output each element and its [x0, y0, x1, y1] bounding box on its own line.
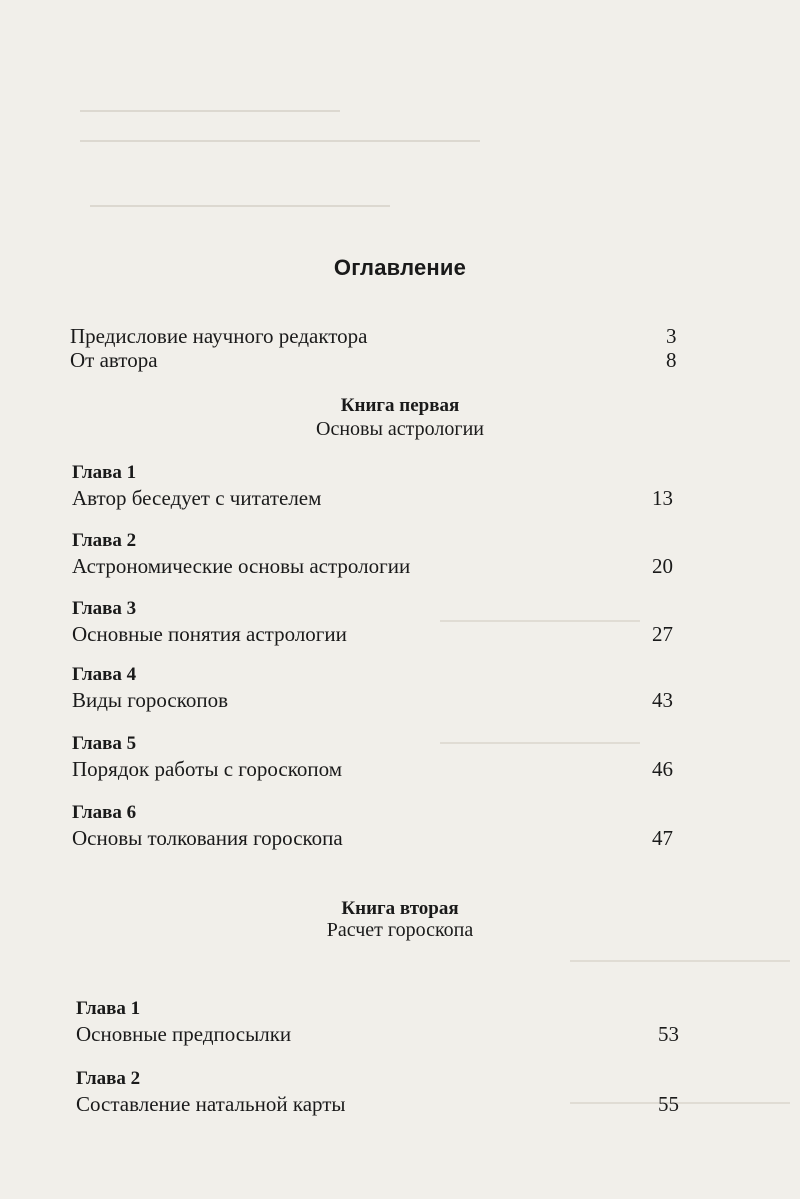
chapter-title: Составление натальной карты: [76, 1092, 346, 1116]
chapter-entry: [72, 664, 682, 716]
book-subtitle: Основы астрологии: [316, 418, 484, 440]
entry-title: Предисловие научного редактора: [70, 324, 368, 348]
chapter-entry: [72, 802, 682, 854]
chapter-label: Глава 4: [72, 664, 137, 685]
chapter-title: Основные предпосылки: [76, 1022, 292, 1046]
chapter-label: Глава 2: [76, 1068, 141, 1089]
bleed-through-mark: [80, 100, 340, 112]
chapter-page: 20: [652, 554, 673, 578]
book-subtitle: Расчет гороскопа: [326, 919, 474, 941]
chapter-title: Виды гороскопов: [72, 688, 229, 712]
chapter-entry: [72, 733, 682, 785]
chapter-page: 27: [652, 622, 673, 646]
entry-page: 3: [666, 324, 677, 348]
chapter-label: Глава 2: [72, 530, 137, 551]
chapter-entry: [72, 598, 682, 650]
bleed-through-mark: [80, 130, 480, 142]
chapter-label: Глава 1: [72, 462, 137, 483]
chapter-page: 46: [652, 757, 673, 781]
chapter-title: Основы толкования гороскопа: [72, 826, 343, 850]
chapter-page: 55: [658, 1092, 679, 1116]
chapter-title: Основные понятия астрологии: [72, 622, 347, 646]
chapter-entry: [72, 530, 682, 582]
chapter-label: Глава 5: [72, 733, 137, 754]
chapter-entry: [76, 1068, 686, 1120]
chapter-entry: [76, 998, 686, 1050]
entry-title: От автора: [70, 348, 158, 372]
chapter-page: 13: [652, 486, 673, 510]
chapter-page: 47: [652, 826, 673, 850]
chapter-label: Глава 1: [76, 998, 141, 1019]
chapter-entry: [72, 462, 682, 514]
book-title: Книга первая: [340, 395, 460, 416]
bleed-through-mark: [90, 195, 390, 207]
chapter-title: Астрономические основы астрологии: [72, 554, 411, 578]
chapter-page: 53: [658, 1022, 679, 1046]
toc-heading: Оглавление: [333, 255, 467, 280]
toc-entry-preface: [70, 324, 680, 350]
chapter-label: Глава 3: [72, 598, 137, 619]
toc-entry-from-author: [70, 348, 680, 374]
entry-page: 8: [666, 348, 677, 372]
chapter-title: Автор беседует с читателем: [72, 486, 322, 510]
chapter-page: 43: [652, 688, 673, 712]
book-title: Книга вторая: [341, 898, 459, 919]
chapter-label: Глава 6: [72, 802, 137, 823]
chapter-title: Порядок работы с гороскопом: [72, 757, 342, 781]
